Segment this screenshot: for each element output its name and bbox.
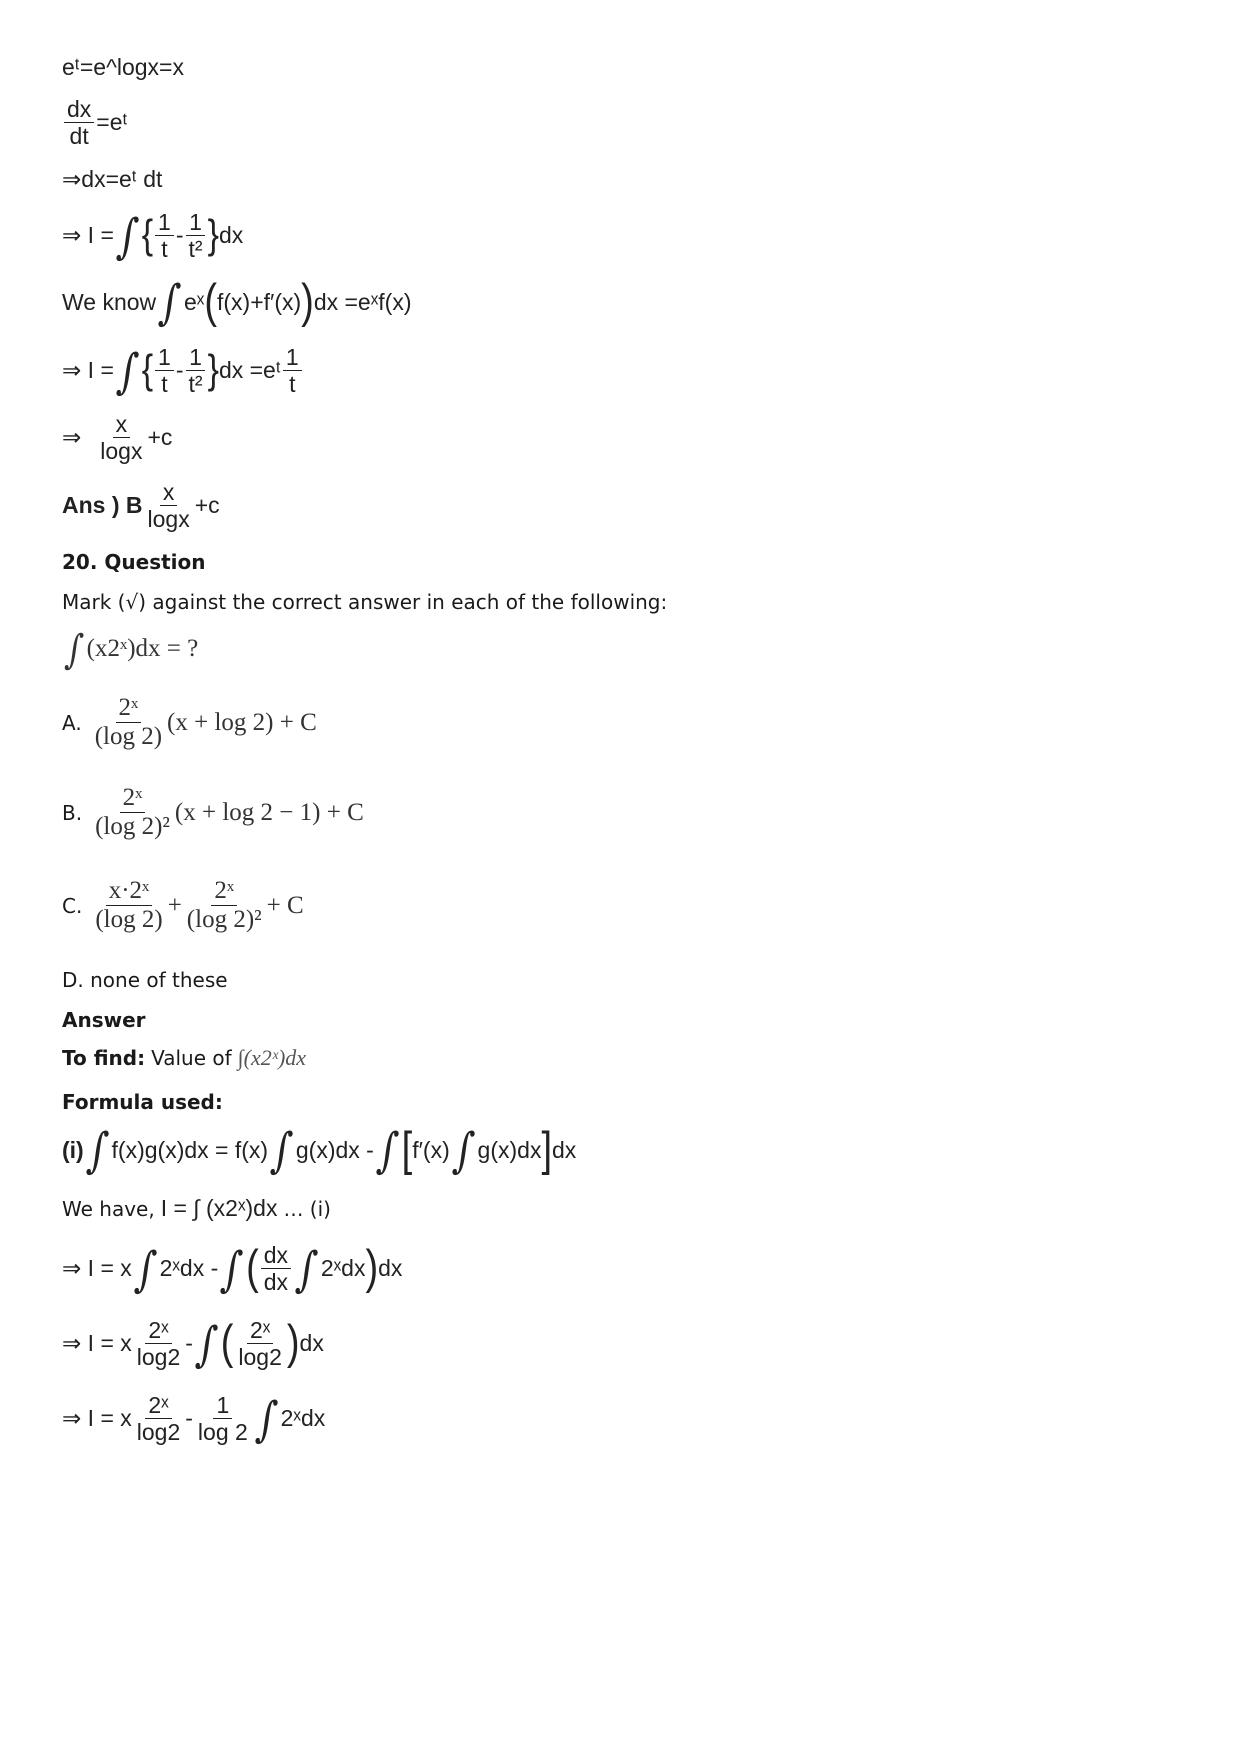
fraction-denominator: (log 2)² [186,906,262,934]
formula-part-c: f′(x) [412,1136,450,1163]
we-have-label: We have, [62,1196,155,1221]
derivation-line-5 [62,274,412,330]
fraction-numerator: 1 [213,1393,232,1419]
formula-part-e: dx [552,1136,577,1163]
fraction-numerator: 2ˣ [247,1318,273,1344]
step3-suffix: 2ˣdx [280,1405,326,1432]
fraction-denominator: t [161,371,168,398]
implies-I-x: ⇒ I = x [62,1330,132,1357]
left-paren-icon: ( [204,275,217,328]
option-c-label: C. [62,893,83,918]
fraction-denominator: dt [69,123,89,150]
fraction-denominator: logx [100,438,143,465]
integral-sign-icon: ∫ [193,1316,220,1372]
plus-sign: + [167,891,182,919]
we-know-label: We know [62,288,157,315]
integral-sign-icon: ∫ [219,1241,246,1297]
derivation-line-3 [62,166,162,193]
to-find-expression: ∫(x2ˣ)dx [237,1045,307,1070]
right-paren-icon: ) [286,1316,300,1370]
right-brace-icon: } [207,212,219,258]
fraction-denominator: t² [188,236,203,263]
dx-equals-et: dx =eᵗ [218,357,281,384]
integral-sign-icon: ∫ [157,274,184,330]
minus-sign: - [185,1405,193,1432]
fraction-numerator: x [113,412,131,438]
derivation-line-1 [62,54,184,81]
fraction-numerator: 1 [186,345,205,371]
formula-heading: Formula used: [62,1090,223,1114]
fraction-denominator: (log 2) [95,906,163,934]
dx-label: dx [299,1330,324,1357]
answer-label: Ans ) B [62,492,143,519]
option-a[interactable] [62,695,317,751]
answer-heading: Answer [62,1008,146,1032]
option-a-label: A. [62,710,82,735]
option-b-rest: (x + log 2 − 1) + C [174,798,364,826]
to-find-text: Value of [151,1046,232,1070]
fraction-2x-log2 [134,1318,183,1369]
option-a-fraction [92,695,165,751]
option-a-rest: (x + log 2) + C [167,708,317,736]
fraction-dx-dt [64,97,94,148]
minus-sign: - [175,222,184,249]
integral-sign-icon: ∫ [268,1122,295,1178]
fraction-denominator: log 2 [197,1419,248,1446]
left-brace-icon: { [141,212,154,258]
fraction-denominator: t [161,236,168,263]
dx-equals-exfx: dx =eˣf(x) [313,288,412,315]
formula-label: (i) [62,1136,84,1163]
fraction-numerator: 1 [283,345,302,371]
fraction-denominator: logx [147,506,190,533]
fraction-denominator: (log 2) [94,723,163,751]
integral-sign-icon: ∫ [63,625,86,673]
fraction-numerator: 2ˣ [145,1393,171,1419]
to-find-label: To find: [62,1046,146,1070]
right-paren-icon: ) [365,1241,379,1295]
left-paren-icon: ( [246,1241,259,1295]
left-brace-icon: { [141,347,154,393]
equation-ref: … (i) [283,1196,331,1221]
implies-I: ⇒ I = [62,222,114,249]
fraction-x-logx [145,480,193,531]
implies-arrow: ⇒ [62,424,82,451]
fraction-1-log2 [195,1393,251,1444]
option-b-label: B. [62,800,83,825]
fraction-numerator: 1 [155,210,174,236]
solution-step-3 [62,1391,326,1447]
integral-sign-icon: ∫ [293,1241,320,1297]
implies-I-x: ⇒ I = x [62,1405,132,1432]
integral-sign-icon: ∫ [253,1391,280,1447]
integral-sign-icon: ∫ [114,343,141,399]
equals-et: =eᵗ [96,109,128,136]
option-c[interactable] [62,878,304,934]
answer-line [62,480,220,531]
dx-label: dx [218,222,244,249]
right-paren-icon: ) [301,275,314,328]
option-b[interactable] [62,785,364,841]
fraction-1-t2 [186,345,206,396]
fraction-1-t-result [283,345,302,396]
fraction-2x-log2 [134,1393,183,1444]
fraction-denominator: (log 2)² [95,813,170,841]
option-c-fraction-1 [92,878,165,934]
option-c-fraction-2 [184,878,265,934]
integral-sign-icon: ∫ [450,1122,477,1178]
solution-step-2 [62,1316,324,1372]
fraction-denominator: t² [188,371,203,398]
implies-I-x: ⇒ I = x [62,1255,132,1282]
question-integral [62,625,199,673]
fraction-numerator: x·2ˣ [106,878,153,906]
derivation-line-4 [62,208,244,264]
question-instruction: Mark (√) against the correct answer in each of the following: [62,590,668,614]
ex-term: eˣ [183,288,205,315]
left-paren-icon: ( [220,1316,234,1370]
we-have-line [62,1195,331,1222]
option-d[interactable]: D. none of these [62,968,228,992]
step1-part-a: 2ˣdx - [159,1255,219,1282]
plus-c: +c [147,424,173,451]
option-b-fraction [92,785,173,841]
to-find-line [62,1045,306,1071]
right-bracket-icon: ] [541,1123,553,1176]
fraction-denominator: log2 [136,1344,181,1371]
fraction-numerator: x [160,480,178,506]
fraction-numerator: 1 [186,210,205,236]
derivation-line-2 [62,97,128,148]
fraction-dx-dx [261,1243,291,1294]
question-heading: 20. Question [62,550,206,574]
formula-part-a: f(x)g(x)dx = f(x) [111,1136,269,1163]
fraction-denominator: t [289,371,296,398]
fraction-numerator: 2ˣ [211,878,237,906]
fraction-denominator: log2 [136,1419,181,1446]
integral-sign-icon: ∫ [374,1122,401,1178]
formula-part-b: g(x)dx - [295,1136,374,1163]
fraction-denominator: log2 [238,1344,282,1371]
fraction-denominator: dx [263,1269,289,1296]
fraction-x-logx [97,412,145,463]
minus-sign: - [185,1330,193,1357]
integral-expression: (x2ˣ)dx = ? [86,635,199,662]
fraction-2x-log2 [235,1318,284,1369]
solution-step-1 [62,1241,403,1297]
fraction-1-t [155,210,174,261]
integral-sign-icon: ∫ [84,1122,111,1178]
minus-sign: - [175,357,184,384]
step1-part-b: 2ˣdx [320,1255,366,1282]
option-c-rest: + C [266,891,304,919]
fraction-numerator: dx [261,1243,291,1269]
derivation-line-7 [62,412,172,463]
plus-c: +c [194,492,220,519]
right-brace-icon: } [207,347,219,393]
left-bracket-icon: [ [401,1123,413,1176]
fraction-1-t [155,345,174,396]
integral-sign-icon: ∫ [132,1241,159,1297]
fraction-numerator: 1 [155,345,174,371]
fraction-1-t2 [186,210,206,261]
we-have-expression: I = ∫ (x2ˣ)dx [160,1195,278,1221]
integral-sign-icon: ∫ [114,208,141,264]
formula-part-d: g(x)dx [477,1136,542,1163]
fraction-numerator: 2ˣ [116,695,142,723]
step1-part-c: dx [378,1255,403,1282]
fraction-numerator: dx [64,97,94,123]
eq-et-equals-x: eᵗ=e^logx=x [62,54,184,80]
fraction-numerator: 2ˣ [145,1318,171,1344]
eq-dx-equals: ⇒dx=eᵗ dt [62,166,163,192]
derivation-line-6 [62,343,304,399]
fraction-numerator: 2ˣ [120,785,146,813]
implies-I: ⇒ I = [62,357,114,384]
fx-plus-fprime: f(x)+f′(x) [216,288,302,315]
formula-line [62,1122,577,1178]
